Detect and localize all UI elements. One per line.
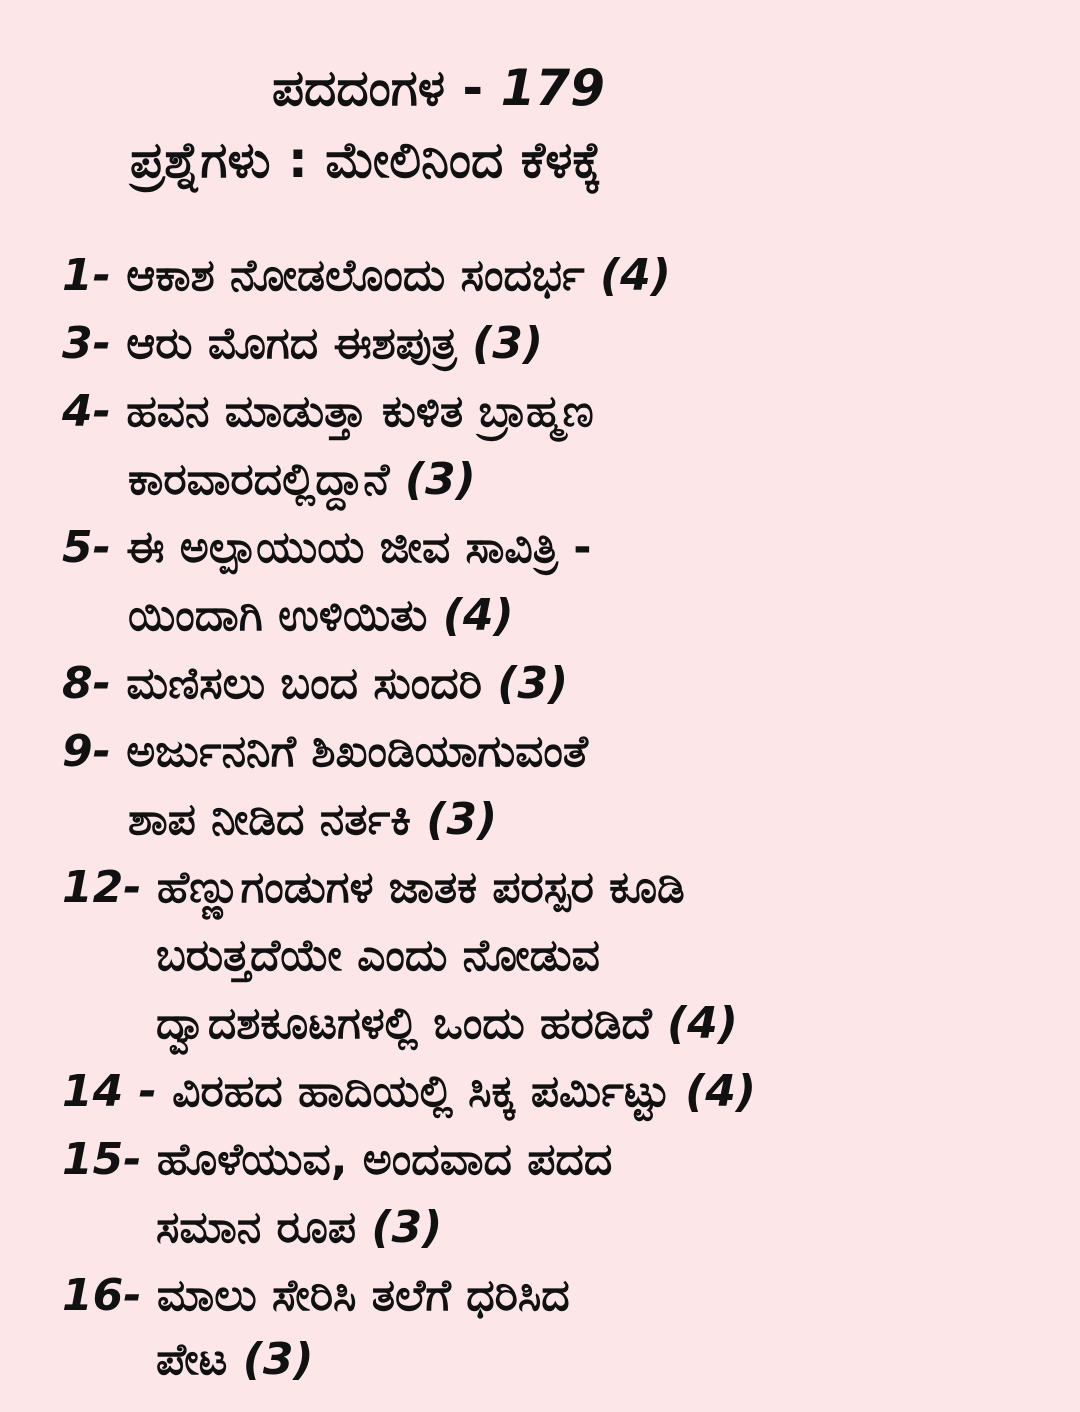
answer-length: (3) bbox=[472, 318, 543, 369]
clue-text: ಯಿಂದಾಗಿ ಉಳಿಯಿತು bbox=[128, 590, 428, 641]
page-subtitle: ಪ್ರಶ್ನೆಗಳು : ಮೇಲಿನಿಂದ ಕೆಳಕ್ಕೆ bbox=[130, 131, 602, 189]
clue-3 bbox=[62, 310, 543, 378]
answer-length: (4) bbox=[600, 250, 671, 301]
clue-number: 8- bbox=[62, 658, 111, 709]
clue-5-continuation bbox=[128, 582, 514, 650]
clue-16 bbox=[62, 1262, 570, 1330]
clue-text: ಮಾಲು ಸೇರಿಸಿ ತಲೆಗೆ ಧರಿಸಿದ bbox=[156, 1270, 570, 1321]
answer-length: (4) bbox=[685, 1066, 756, 1117]
clue-text: ಆರು ಮೊಗದ ಈಶಪುತ್ರ bbox=[126, 318, 457, 369]
clue-number: 9- bbox=[62, 726, 111, 777]
answer-length: (3) bbox=[497, 658, 569, 709]
answer-length: (4) bbox=[667, 998, 738, 1049]
clue-number: 12- bbox=[62, 862, 142, 913]
clue-number: 14 - bbox=[62, 1066, 157, 1117]
clue-15 bbox=[62, 1126, 612, 1194]
clue-text: ಕಾರವಾರದಲ್ಲಿದ್ದಾನೆ bbox=[128, 454, 390, 505]
clue-12-continuation-2 bbox=[156, 990, 738, 1058]
clue-text: ಮಣಿಸಲು ಬಂದ ಸುಂದರಿ bbox=[126, 658, 482, 709]
clue-text: ಈ ಅಲ್ಪಾಯುಯ ಜೀವ ಸಾವಿತ್ರಿ - bbox=[126, 522, 592, 573]
clue-14 bbox=[62, 1058, 756, 1126]
puzzle-number: 179 bbox=[500, 59, 605, 117]
clue-text: ಹೊಳೆಯುವ, ಅಂದವಾದ ಪದದ bbox=[156, 1134, 613, 1185]
clue-number: 4- bbox=[62, 386, 111, 437]
page-title bbox=[272, 58, 605, 118]
clue-number: 16- bbox=[62, 1270, 142, 1321]
clue-number: 15- bbox=[62, 1134, 142, 1185]
title-word: ಪದದಂಗಳ - bbox=[272, 59, 501, 117]
clue-4 bbox=[62, 378, 594, 446]
clue-text: ಪೇಟ bbox=[156, 1334, 228, 1385]
clue-text: ದ್ವಾದಶಕೂಟಗಳಲ್ಲಿ ಒಂದು ಹರಡಿದೆ bbox=[156, 998, 652, 1049]
clue-text: ಶಾಪ ನೀಡಿದ ನರ್ತಕಿ bbox=[128, 794, 411, 845]
clue-16-continuation bbox=[156, 1326, 314, 1394]
answer-length: (3) bbox=[242, 1334, 314, 1385]
clue-text: ಹವನ ಮಾಡುತ್ತಾ ಕುಳಿತ ಬ್ರಾಹ್ಮಣ bbox=[126, 386, 594, 437]
clue-9-continuation bbox=[128, 786, 497, 854]
clue-text: ವಿರಹದ ಹಾದಿಯಲ್ಲಿ ಸಿಕ್ಕ ಪರ್ಮಿಟ್ಟು bbox=[172, 1066, 670, 1117]
clue-text: ಸಮಾನ ರೂಪ bbox=[156, 1202, 357, 1253]
answer-length: (4) bbox=[442, 590, 514, 641]
clue-12 bbox=[62, 854, 685, 922]
answer-length: (3) bbox=[426, 794, 498, 845]
clue-5 bbox=[62, 514, 592, 582]
clue-number: 5- bbox=[62, 522, 111, 573]
answer-length: (3) bbox=[404, 454, 476, 505]
clue-1 bbox=[62, 242, 671, 310]
clue-4-continuation bbox=[128, 446, 476, 514]
clue-text: ಆಕಾಶ ನೋಡಲೊಂದು ಸಂದರ್ಭ bbox=[126, 250, 585, 301]
clue-text: ಬರುತ್ತದೆಯೇ ಎಂದು ನೋಡುವ bbox=[156, 930, 600, 981]
clue-12-continuation-1 bbox=[156, 922, 600, 990]
clue-text: ಅರ್ಜುನನಿಗೆ ಶಿಖಂಡಿಯಾಗುವಂತೆ bbox=[126, 726, 589, 777]
clue-number: 3- bbox=[62, 318, 111, 369]
answer-length: (3) bbox=[371, 1202, 443, 1253]
clue-8 bbox=[62, 650, 568, 718]
clue-9 bbox=[62, 718, 588, 786]
clue-number: 1- bbox=[62, 250, 111, 301]
clue-15-continuation bbox=[156, 1194, 442, 1262]
clue-text: ಹೆಣ್ಣುಗಂಡುಗಳ ಜಾತಕ ಪರಸ್ಪರ ಕೂಡಿ bbox=[156, 862, 685, 913]
